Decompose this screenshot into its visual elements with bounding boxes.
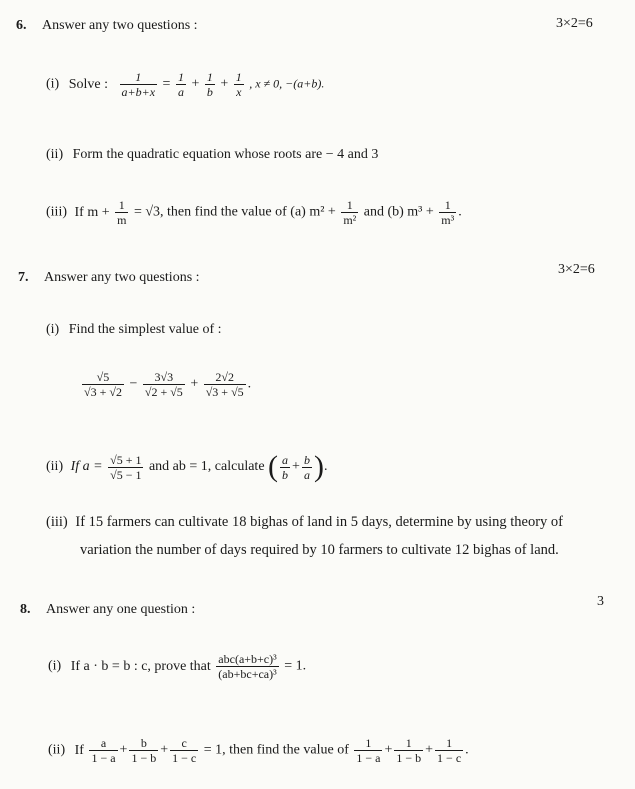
q8-ii-frac-d2-num: 1 <box>405 736 412 750</box>
q7-ii-label: (ii) <box>46 459 64 475</box>
q6-iii-frac3-num: 1 <box>444 198 451 212</box>
q7-ii-frac-ba-den: a <box>303 467 310 482</box>
q6-i-plus1: + <box>191 76 200 92</box>
q8-i-frac-num: abc(a+b+c)³ <box>218 652 277 666</box>
q7-ii-right-paren: ) <box>313 450 324 483</box>
q7-i-minus: − <box>129 376 138 392</box>
q7-i-term2 <box>143 370 185 399</box>
q6-iii-label: (iii) <box>46 204 67 220</box>
q7-i <box>46 322 222 338</box>
q7-i-term3-den: √3 + √5 <box>205 385 244 399</box>
q7-i-term2-num: 3√3 <box>154 370 174 384</box>
q8-ii-frac-d2-den: 1 − b <box>396 751 422 765</box>
q8-ii-frac-b-num: b <box>140 736 147 750</box>
q8-ii-frac-a-den: 1 − a <box>91 751 116 765</box>
q6-ii <box>46 147 378 163</box>
q6-i-frac4-den: x <box>234 84 244 99</box>
q6-i-frac2-num: 1 <box>177 70 184 84</box>
q7-ii-frac-ab-num: a <box>282 452 289 467</box>
q7-ii-frac-den: √5 − 1 <box>110 467 142 482</box>
q8-ii-plus3: + <box>384 742 393 758</box>
q7-ii-frac-ab-den: b <box>282 467 289 482</box>
q7-ii-frac-ba <box>302 453 312 482</box>
q6-i-plus2: + <box>220 76 229 92</box>
q7-i-term1-num: √5 <box>96 370 110 384</box>
q6-i <box>46 70 324 99</box>
q7-ii-mid: and ab = 1, calculate <box>148 459 265 475</box>
q7-ii-frac-ab <box>280 453 290 482</box>
q8-ii-frac-d3 <box>435 736 463 765</box>
q6-iii-end: . <box>458 204 462 220</box>
q8-ii-mid: = 1, then find the value of <box>203 742 349 758</box>
q8-marks: 3 <box>597 594 604 609</box>
q7-i-label: (i) <box>46 322 60 337</box>
q8-ii-pre: If <box>74 742 84 758</box>
q6-i-frac3-den: b <box>206 85 213 99</box>
q8-i-frac-den: (ab+bc+ca)³ <box>218 667 277 681</box>
q7-i-end: . <box>247 376 252 392</box>
q8-number: 8. <box>20 602 31 617</box>
q7-iii-line2: variation the number of days required by 10 farmers to cultivate 12 bighas of land. <box>80 542 559 558</box>
q6-i-frac3-num: 1 <box>206 70 213 84</box>
q8-ii <box>48 736 469 765</box>
q8-i <box>48 652 306 681</box>
q8-ii-plus4: + <box>425 742 434 758</box>
q7-ii-pre: If a = <box>70 459 103 475</box>
q8-ii-frac-c-den: 1 − c <box>172 751 197 765</box>
q8-ii-frac-d3-den: 1 − c <box>437 751 462 765</box>
q6-number: 6. <box>16 18 27 33</box>
q7-iii-label: (iii) <box>46 514 68 530</box>
q8-i-end: = 1. <box>284 658 307 674</box>
q7-i-term1-den: √3 + √2 <box>84 385 122 399</box>
q6-i-frac1 <box>120 70 158 99</box>
q7-ii-left-paren: ( <box>268 450 279 483</box>
q6-iii-frac2-num: 1 <box>346 198 353 212</box>
q6-iii-frac3 <box>439 198 456 227</box>
q8-ii-label: (ii) <box>48 742 66 758</box>
q7-i-term3-num: 2√2 <box>215 370 234 384</box>
q8-ii-frac-a-num: a <box>100 736 107 750</box>
q8-ii-frac-c-num: c <box>181 736 187 750</box>
q8-i-frac <box>216 652 278 681</box>
q6-iii-mid: , then find the value of (a) m² + <box>160 204 336 220</box>
q6-i-frac4 <box>234 70 244 99</box>
q7-i-term3 <box>204 370 246 399</box>
q8-ii-frac-d1-den: 1 − a <box>356 751 381 765</box>
q7-heading <box>18 270 200 286</box>
q6-iii-frac2-den: m² <box>343 213 357 227</box>
q7-ii <box>46 452 327 482</box>
q7-heading-text: Answer any two questions : <box>44 270 200 285</box>
q6-i-frac2 <box>176 70 186 99</box>
q6-iii-eq-root: = √3 <box>133 204 161 220</box>
q6-heading <box>16 18 198 34</box>
q7-marks: 3×2=6 <box>558 262 595 277</box>
q8-ii-frac-d1 <box>354 736 382 765</box>
q6-i-frac3 <box>205 70 215 99</box>
q8-i-label: (i) <box>48 658 62 674</box>
q7-i-expression <box>80 370 251 399</box>
q6-iii-frac1 <box>115 198 128 227</box>
q6-marks: 3×2=6 <box>556 16 593 31</box>
q6-iii-frac1-den: m <box>117 213 127 227</box>
q8-i-pre: If a · b = b : c, prove that <box>70 658 211 674</box>
q7-i-term1 <box>82 370 124 399</box>
q6-i-label: (i) <box>46 76 60 92</box>
q6-ii-text: Form the quadratic equation whose roots are − 4 and 3 <box>72 147 379 162</box>
q6-i-text: Solve : <box>68 76 108 92</box>
q8-ii-frac-d2 <box>394 736 423 765</box>
q8-ii-plus2: + <box>160 742 169 758</box>
q8-ii-frac-b-den: 1 − b <box>131 751 157 765</box>
q7-ii-frac <box>108 453 143 482</box>
q7-iii <box>46 514 563 531</box>
q8-heading-text: Answer any one question : <box>46 602 196 617</box>
q6-i-frac2-den: a <box>177 85 184 99</box>
q8-heading <box>20 602 195 618</box>
q8-ii-frac-b <box>129 736 158 765</box>
q6-ii-label: (ii) <box>46 147 64 162</box>
q6-iii-frac3-den: m³ <box>441 213 455 227</box>
q7-i-plus: + <box>190 376 199 392</box>
q6-i-frac1-num: 1 <box>135 70 142 84</box>
q8-ii-frac-d3-num: 1 <box>446 736 453 750</box>
q7-i-text: Find the simplest value of : <box>68 322 222 337</box>
q8-ii-frac-c <box>170 736 198 765</box>
q6-iii <box>46 198 462 227</box>
q6-i-frac4-num: 1 <box>235 70 242 84</box>
q6-i-frac1-den: a+b+x <box>121 85 156 99</box>
q8-ii-plus1: + <box>119 742 128 758</box>
q7-ii-plus: + <box>292 459 300 475</box>
q6-i-condition: , x ≠ 0, −(a+b). <box>249 76 325 91</box>
q6-iii-and: and (b) m³ + <box>363 204 434 220</box>
q7-ii-end: . <box>323 459 328 475</box>
q8-ii-frac-a <box>89 736 117 765</box>
q7-ii-frac-ba-num: b <box>303 452 310 467</box>
q8-ii-end: . <box>465 742 469 758</box>
q6-iii-pre: If m + <box>74 204 110 220</box>
q7-number: 7. <box>18 270 29 285</box>
q7-iii-line1: If 15 farmers can cultivate 18 bighas of land in 5 days, determine by using theory of <box>75 514 564 530</box>
q7-i-term2-den: √2 + √5 <box>144 385 183 399</box>
q6-i-eq: = <box>162 76 171 92</box>
q6-heading-text: Answer any two questions : <box>42 18 198 33</box>
q8-ii-frac-d1-num: 1 <box>365 736 372 750</box>
q7-ii-frac-num: √5 + 1 <box>110 452 142 467</box>
q6-iii-frac1-num: 1 <box>118 198 125 212</box>
q6-iii-frac2 <box>341 198 358 227</box>
